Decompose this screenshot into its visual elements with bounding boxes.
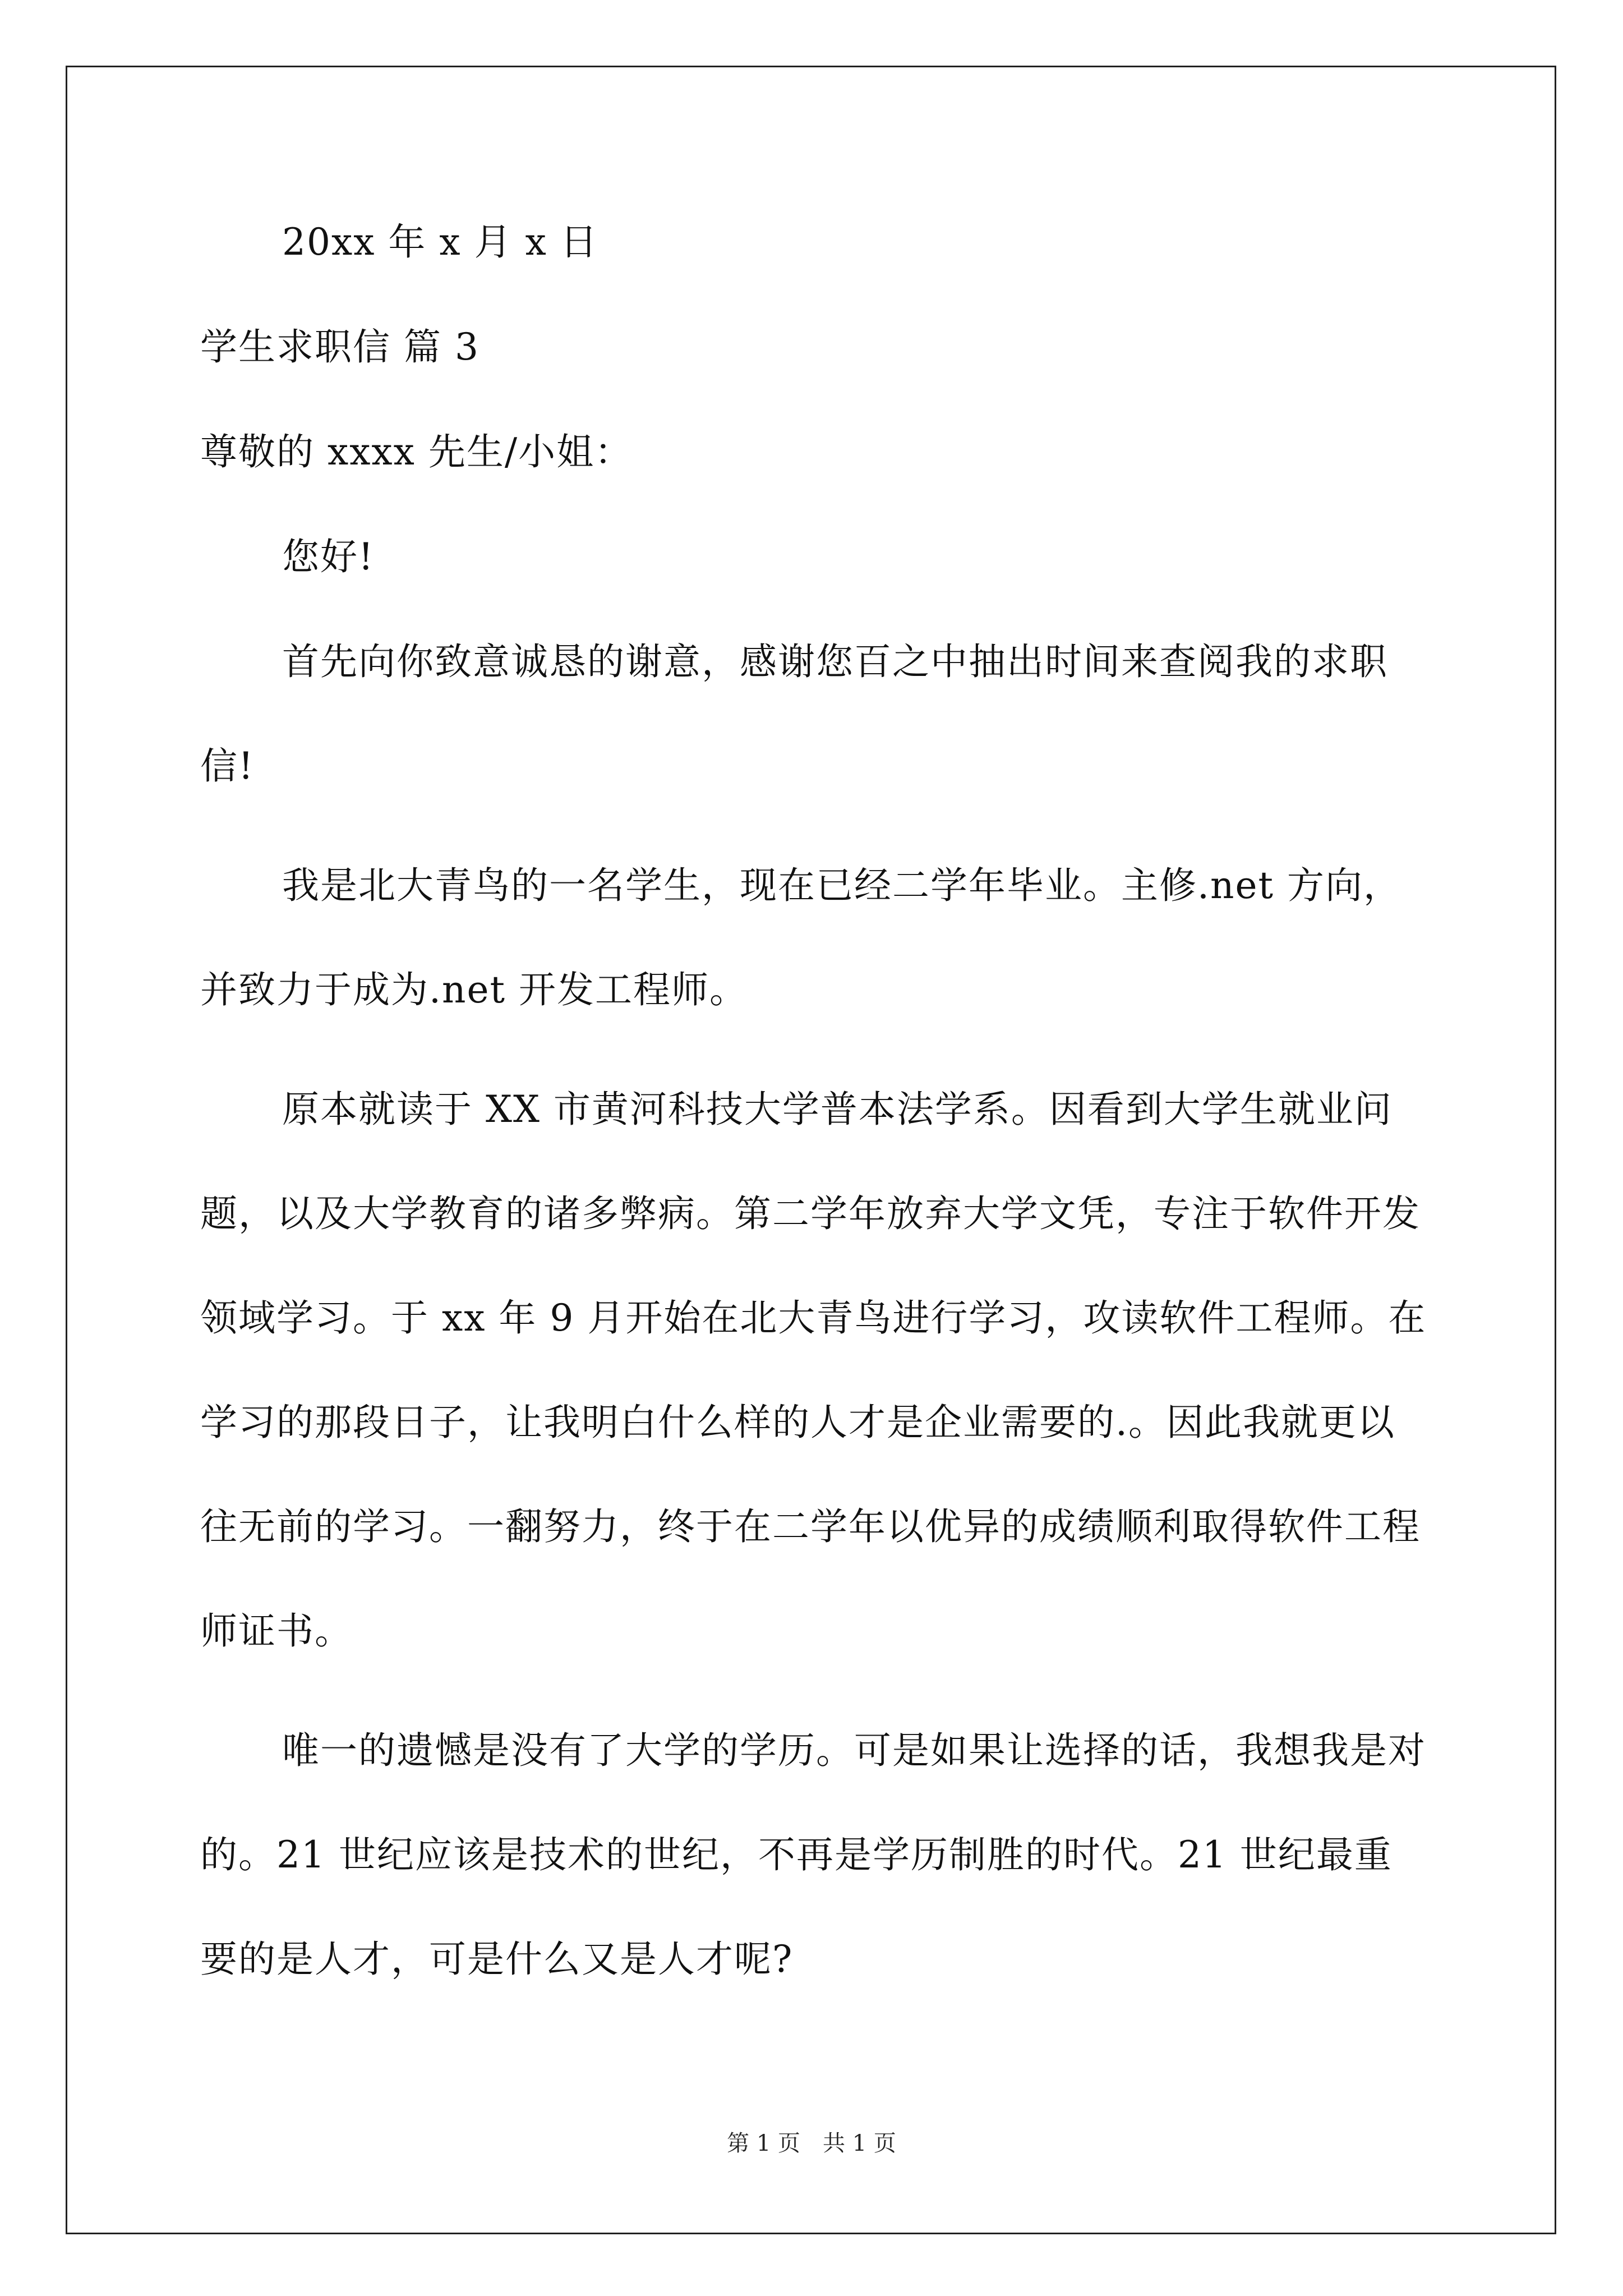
date-line: 20xx 年 x 月 x 日 — [282, 220, 598, 264]
paragraph-introduction: 我是北大青鸟的一名学生，现在已经二学年毕业。主修.net 方向，并致力于成为.net 开发工程师。 — [200, 864, 1402, 1011]
paragraph-gratitude: 首先向你致意诚恳的谢意，感谢您百之中抽出时间来查阅我的求职信! — [200, 640, 1388, 788]
page-number-footer: 第 1 页 共 1 页 — [727, 2131, 896, 2156]
paragraph-reflection: 唯一的遗憾是没有了大学的学历。可是如果让选择的话，我想我是对的。21 世纪应该是技术的世纪，不再是学历制胜的时代。21 世纪最重要的是人才，可是什么又是人才呢? — [200, 1729, 1426, 1981]
salutation: 尊敬的 xxxx 先生/小姐： — [200, 430, 633, 473]
paragraph-background: 原本就读于 XX 市黄河科技大学普本法学系。因看到大学生就业问题，以及大学教育的诸多弊病。第二学年放弃大学文凭，专注于软件开发领域学习。于 xx 年 9 月开始在北大青鸟进行学习，攻读软件工程师。在学习的那段日子，让我明白什么样的人才是企业需要的.。因此我就更以往无前的学习。一翻努力，终于在二学年以优异的成绩顺利取得软件工程师证书。 — [200, 1088, 1427, 1653]
letter-heading: 学生求职信 篇 3 — [200, 325, 479, 369]
letter-body — [200, 220, 1428, 2056]
greeting: 您好! — [282, 535, 375, 578]
